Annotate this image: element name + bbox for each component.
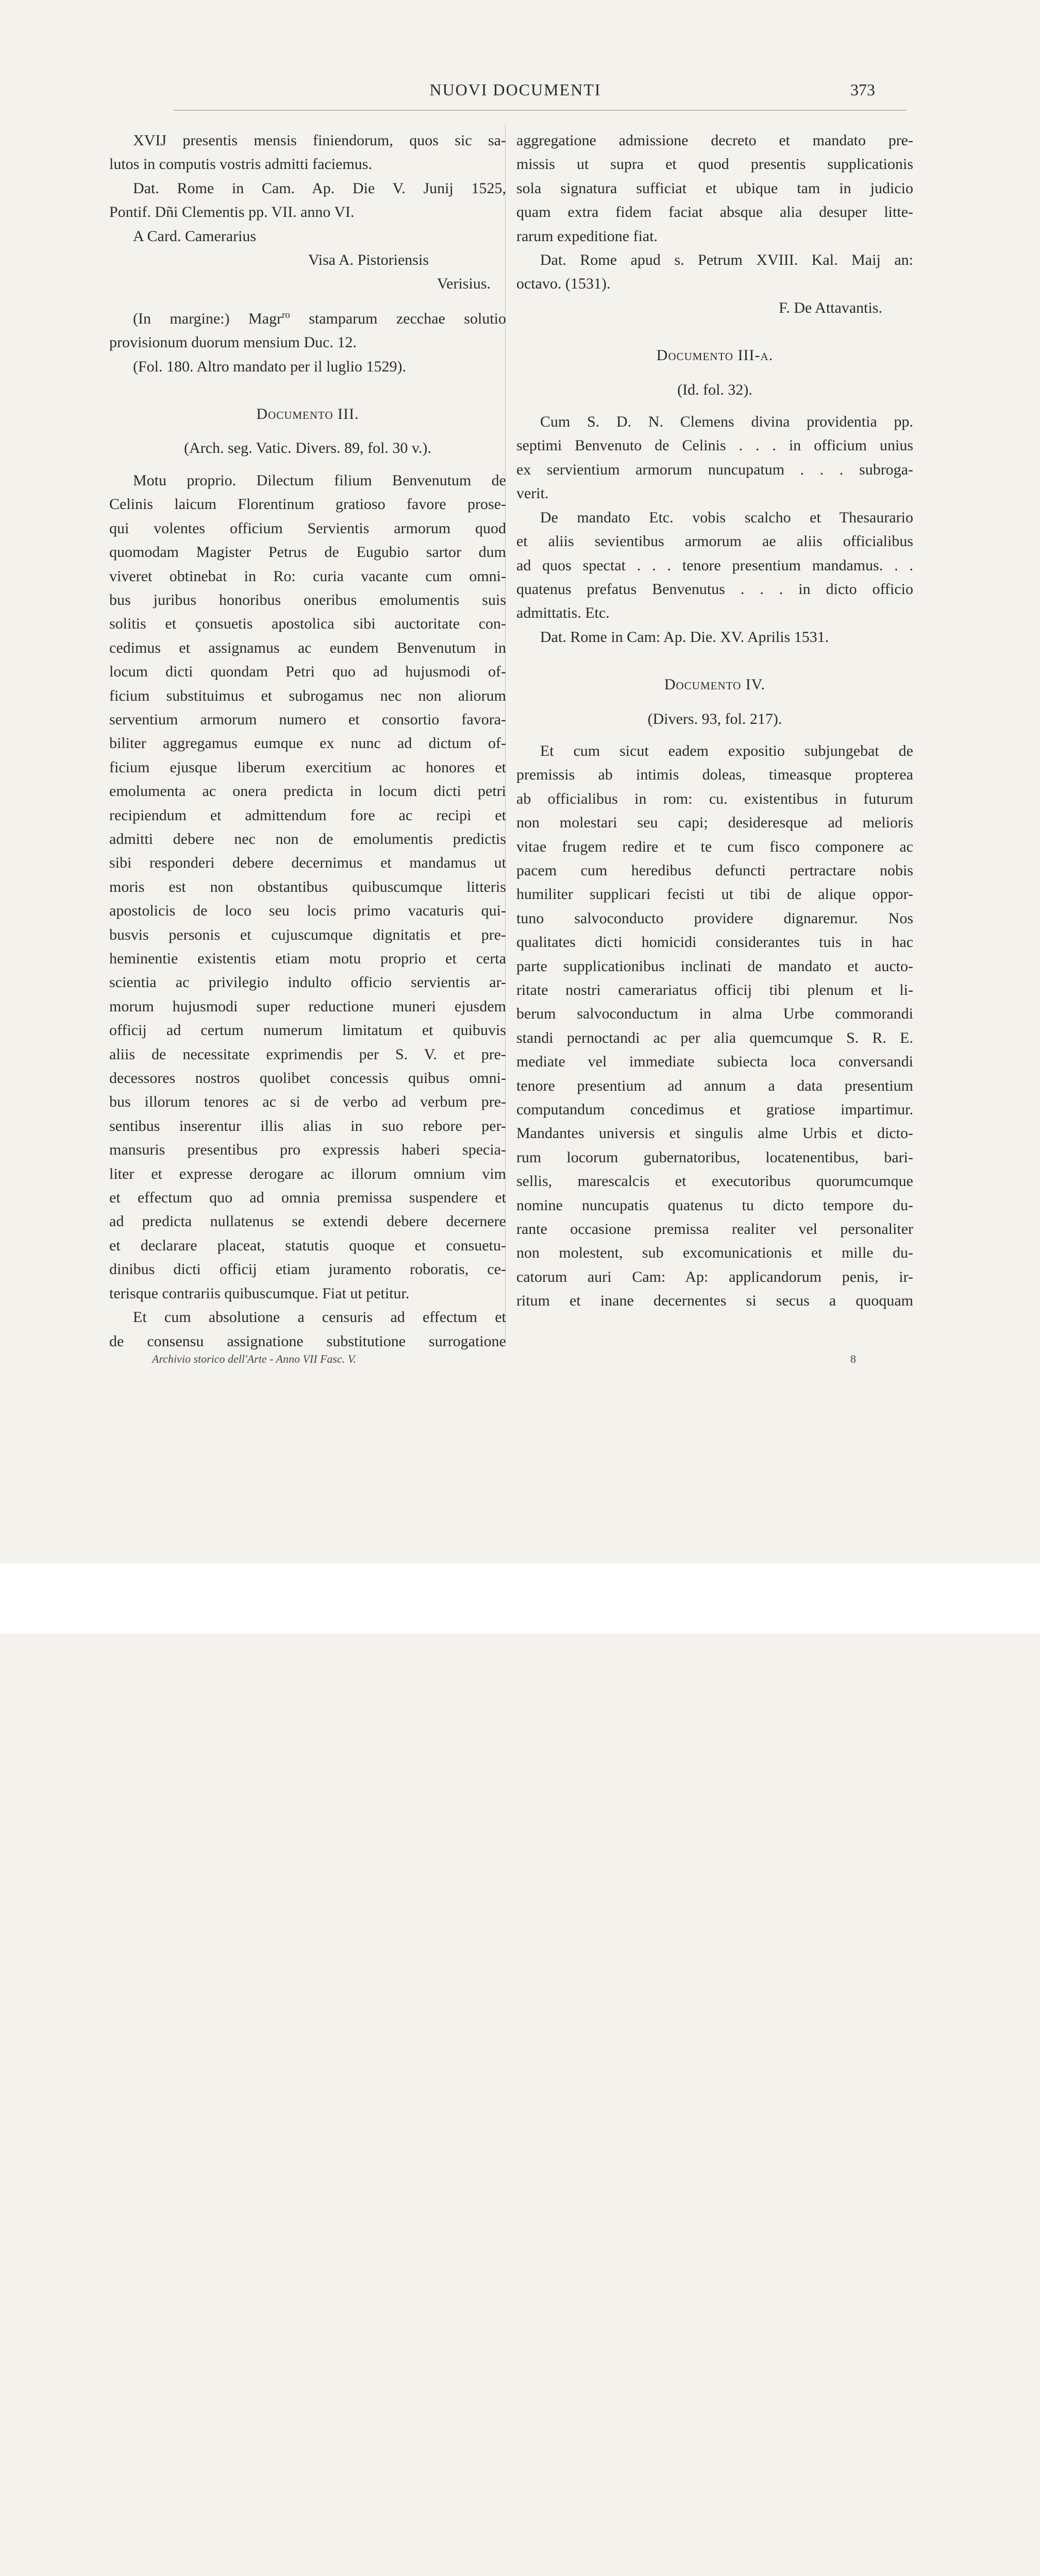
text-line: qui volentes officium Servientis armorum quod bbox=[109, 519, 506, 537]
text-line: quatenus prefatus Benvenutus . . . in dicto officio bbox=[516, 580, 913, 598]
text-line: scientia ac privilegio indulto officio servientis ar- bbox=[109, 974, 506, 991]
text-line: dinibus dicti officij etiam juramento roboratis, ce- bbox=[109, 1261, 506, 1278]
text-line: ab officialibus in rom: cu. existentibus in futurum bbox=[516, 790, 913, 807]
header-rule bbox=[174, 110, 906, 111]
text-line: liter et expresse derogare ac illorum omnium vim bbox=[109, 1165, 506, 1182]
text-line: rante occasione premissa realiter vel personaliter bbox=[516, 1221, 913, 1238]
text-line: octavo. (1531). bbox=[516, 275, 611, 293]
text-line: ex servientium armorum nuncupatum . . . subroga- bbox=[516, 461, 913, 478]
paragraph-gap bbox=[109, 296, 506, 303]
text-line: (Divers. 93, fol. 217). bbox=[647, 710, 782, 727]
superscript: ro bbox=[281, 309, 290, 320]
text-line: quomodam Magister Petrus de Eugubio sartor dum bbox=[109, 544, 506, 561]
text-line: et declarare placeat, statutis quoque et consuetu- bbox=[109, 1236, 506, 1254]
text-line: bus juribus honoribus oneribus emolumentis suis bbox=[109, 591, 506, 608]
text-line: busvis personis et cujuscumque dignitatis et pre- bbox=[109, 926, 506, 943]
text-line: decessores nostros quolibet concessis quibus omni- bbox=[109, 1070, 506, 1087]
text-line: solitis et çonsuetis apostolica sibi auctoritate con- bbox=[109, 615, 506, 633]
text-line: de consensu assignatione substitutione surrogatione bbox=[109, 1332, 506, 1350]
text-line: Dat. Rome apud s. Petrum XVIII. Kal. Maij an: bbox=[540, 251, 913, 269]
text-line: ritum et inane decernentes si secus a quoquam bbox=[516, 1292, 913, 1310]
text-line: F. De Attavantis. bbox=[779, 299, 882, 316]
right-column bbox=[516, 129, 913, 1313]
text-line: septimi Benvenuto de Celinis . . . in officium unius bbox=[516, 437, 913, 454]
document-heading: Documento III-a. bbox=[656, 347, 774, 364]
text-line: bus illorum tenores ac si de verbo ad verbum pre- bbox=[109, 1093, 506, 1111]
text-line: et aliis sevientibus armorum ae aliis officialibus bbox=[516, 533, 913, 550]
text-line: non molestent, sub excomunicationis et mille du- bbox=[516, 1244, 913, 1262]
text-line: premissis ab intimis doleas, timeasque propterea bbox=[516, 766, 913, 784]
text-line: heminentie existentis etiam motu proprio et certa bbox=[109, 950, 506, 967]
text-line: Motu proprio. Dilectum filium Benvenutum de bbox=[133, 471, 506, 489]
text-line: Dat. Rome in Cam. Ap. Die V. Junij 1525, bbox=[133, 179, 506, 197]
text-line: Verisius. bbox=[437, 275, 491, 293]
text-line: serventium armorum numero et consortio favora- bbox=[109, 710, 506, 728]
text-line: sola signatura sufficiat et ubique tam in judicio bbox=[516, 179, 913, 197]
text-line: admitti debere nec non de emolumentis predictis bbox=[109, 830, 506, 848]
footer-signature: 8 bbox=[850, 1352, 856, 1365]
text-line: rum locorum gubernatoribus, locatenentibus, bari- bbox=[516, 1148, 913, 1166]
page-number: 373 bbox=[850, 80, 875, 99]
section-gap bbox=[516, 649, 913, 673]
text-line: terisque contrariis quibuscumque. Fiat ut petitur. bbox=[109, 1284, 410, 1302]
text-line: verit. bbox=[516, 485, 549, 502]
text-line: mediate vel immediate subiecta loca conversandi bbox=[516, 1053, 913, 1071]
document-heading: Documento IV. bbox=[664, 676, 766, 693]
text-line: rarum expeditione fiat. bbox=[516, 227, 658, 245]
text-line: catorum auri Cam: Ap: applicandorum penis, ir- bbox=[516, 1268, 913, 1285]
section-gap bbox=[516, 320, 913, 344]
text-line: qualitates dicti homicidi considerantes tuis in hac bbox=[516, 934, 913, 951]
text-line: (Id. fol. 32). bbox=[677, 381, 752, 398]
text-line: standi pernoctandi ac per alia quemcumque S. R. E. bbox=[516, 1029, 913, 1046]
text-line: Pontif. Dñi Clementis pp. VII. anno VI. bbox=[109, 204, 355, 221]
text-line: sibi responderi debere decernimus et mandamus ut bbox=[109, 854, 506, 872]
text-line: cedimus et assignamus ac eundem Benvenutum in bbox=[109, 639, 506, 656]
document-heading: Documento III. bbox=[256, 405, 359, 423]
text-line: Visa A. Pistoriensis bbox=[308, 251, 429, 269]
text-line: Cum S. D. N. Clemens divina providentia pp. bbox=[540, 413, 913, 431]
text-line: (Fol. 180. Altro mandato per il luglio 1529). bbox=[133, 358, 406, 375]
text-line: pacem cum heredibus defuncti pertractare nobis bbox=[516, 861, 913, 879]
text-line: parte supplicationibus inclinati de mandato et aucto- bbox=[516, 957, 913, 975]
text-line: morum hujusmodi super reductione muneri ejusdem bbox=[109, 997, 506, 1015]
text-line: mansuris presentibus pro expressis haberi specia- bbox=[109, 1141, 506, 1159]
text-line: sellis, marescalcis et executoribus quorumcumque bbox=[516, 1173, 913, 1190]
text-line: et effectum quo ad omnia premissa suspendere et bbox=[109, 1189, 506, 1207]
text-line: ficium substituimus et subrogamus nec non aliorum bbox=[109, 687, 506, 704]
text-line: A Card. Camerarius bbox=[133, 227, 257, 245]
text-line: apostolicis de loco seu locis primo vacaturis qui- bbox=[109, 902, 506, 920]
text-line: ad quos spectat . . . tenore presentium mandamus. . . bbox=[516, 556, 913, 574]
running-title: NUOVI DOCUMENTI bbox=[429, 80, 601, 99]
text-line: moris est non obstantibus quibuscumque litteris bbox=[109, 878, 506, 895]
text-line: ad predicta nullatenus se extendi debere decernere bbox=[109, 1213, 506, 1230]
text-line: biliter aggregamus eumque ex nunc ad dictum of- bbox=[109, 735, 506, 752]
text-line: quam extra fidem faciat absque alia desuper litte- bbox=[516, 204, 913, 221]
text-line: vitae frugem redire et te cum fisco componere ac bbox=[516, 838, 913, 855]
text-line: computandum concedimus et gratiose impartimur. bbox=[516, 1101, 913, 1118]
text-line bbox=[109, 303, 506, 331]
text-line: Et cum absolutione a censuris ad effectum et bbox=[133, 1309, 506, 1326]
text-line: ficium ejusque liberum exercitium ac honores et bbox=[109, 758, 506, 776]
text-line: De mandato Etc. vobis scalcho et Thesaurario bbox=[540, 509, 913, 526]
text-line: non molestari seu capi; desideresque ad melioris bbox=[516, 814, 913, 832]
text-line: officij ad certum numerum limitatum et quibuvis bbox=[109, 1022, 506, 1039]
text-line: recipiendum et admittendum fore ac recipi et bbox=[109, 806, 506, 824]
text-line: humiliter supplicari fecisti ut tibi de alique oppor- bbox=[516, 886, 913, 903]
section-gap bbox=[109, 379, 506, 402]
text-line: sentibus inserentur illis alias in suo rebore per- bbox=[109, 1117, 506, 1134]
text-line: aggregatione admissione decreto et mandato pre- bbox=[516, 132, 913, 149]
text-line: missis ut supra et quod presentis supplicationis bbox=[516, 156, 913, 173]
text-line: XVIJ presentis mensis finiendorum, quos sic sa- bbox=[133, 132, 506, 149]
digitization-bar bbox=[0, 1564, 1040, 1634]
text-fragment: stamparum zecchae solutio bbox=[290, 310, 506, 327]
text-line: viveret obtinebat in Ro: curia vacante cum omni- bbox=[109, 567, 506, 585]
text-line: tuno salvoconducto providere dignaremur. Nos bbox=[516, 909, 913, 927]
text-fragment: (In margine:) Magr bbox=[133, 310, 282, 327]
text-line: ritate nostri camerariatus officij tibi plenum et li- bbox=[516, 981, 913, 998]
text-line: berum salvoconductum in alma Urbe commorandi bbox=[516, 1005, 913, 1023]
text-line: Dat. Rome in Cam: Ap. Die. XV. Aprilis 1531. bbox=[540, 628, 829, 646]
text-line: admittatis. Etc. bbox=[516, 604, 610, 622]
text-line: provisionum duorum mensium Duc. 12. bbox=[109, 334, 357, 351]
text-line: Mandantes universis et singulis alme Urbis et dicto- bbox=[516, 1125, 913, 1142]
text-line: (Arch. seg. Vatic. Divers. 89, fol. 30 v.). bbox=[184, 439, 431, 457]
text-line: Et cum sicut eadem expositio subjungebat de bbox=[540, 742, 913, 759]
text-line: nomine nuncupatis quatenus tu dicto tempore du- bbox=[516, 1196, 913, 1214]
text-line: tenore presentium ad annum a data presentium bbox=[516, 1077, 913, 1094]
text-line: aliis de necessitate exprimendis per S. V. et pre- bbox=[109, 1045, 506, 1063]
text-line: emolumenta ac onera predicta in locum dicti petri bbox=[109, 783, 506, 800]
text-line: lutos in computis vostris admitti faciemus. bbox=[109, 156, 372, 173]
left-column bbox=[109, 129, 506, 1353]
text-line: Celinis laicum Florentinum gratioso favore prose- bbox=[109, 496, 506, 513]
footer-journal: Archivio storico dell'Arte - Anno VII Fasc. V. bbox=[152, 1352, 356, 1365]
text-line: locum dicti quondam Petri quo ad hujusmodi of- bbox=[109, 663, 506, 681]
